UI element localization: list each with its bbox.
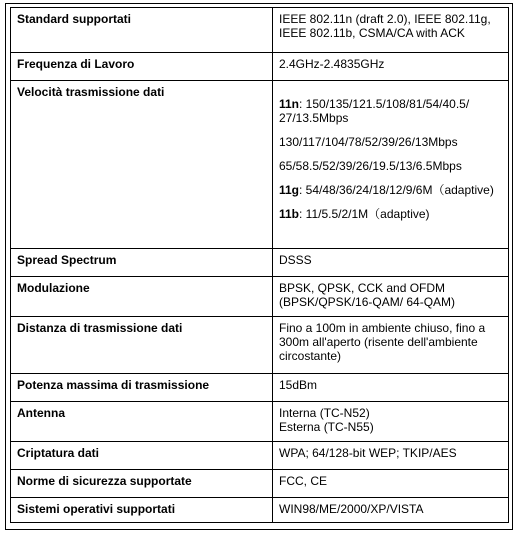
- antenna-external: Esterna (TC-N55): [279, 420, 374, 434]
- spec-table: [10, 7, 509, 523]
- table-row: [11, 277, 509, 317]
- spec-label: Velocità trasmissione dati: [11, 81, 273, 249]
- spec-label: Standard supportati: [11, 8, 273, 53]
- table-row: [11, 249, 509, 277]
- spec-label: Distanza di trasmissione dati: [11, 317, 273, 374]
- spec-value: BPSK, QPSK, CCK and OFDM (BPSK/QPSK/16-QAM/ 64-QAM): [273, 277, 509, 317]
- spec-value: [273, 402, 509, 442]
- table-row: [11, 53, 509, 81]
- table-row: [11, 470, 509, 498]
- spec-value: DSSS: [273, 249, 509, 277]
- rate-11g-prefix: 11g: [279, 183, 300, 197]
- table-row: [11, 442, 509, 470]
- spec-label: Antenna: [11, 402, 273, 442]
- spec-value: WPA; 64/128-bit WEP; TKIP/AES: [273, 442, 509, 470]
- rate-11g-values: : 54/48/36/24/18/12/9/6M（adaptive): [299, 183, 494, 197]
- table-row: [11, 402, 509, 442]
- spec-value: 15dBm: [273, 374, 509, 402]
- spec-value: FCC, CE: [273, 470, 509, 498]
- spec-value: WIN98/ME/2000/XP/VISTA: [273, 498, 509, 523]
- rate-11n-line3: 65/58.5/52/39/26/19.5/13/6.5Mbps: [279, 159, 462, 173]
- spec-label: Modulazione: [11, 277, 273, 317]
- table-row: [11, 8, 509, 53]
- rate-11n-line: [279, 97, 502, 125]
- spec-label: Frequenza di Lavoro: [11, 53, 273, 81]
- table-row: [11, 374, 509, 402]
- rate-11g-line: [279, 183, 502, 197]
- table-row: [11, 317, 509, 374]
- rate-11b-line: [279, 207, 502, 221]
- table-row: [11, 498, 509, 523]
- spec-value: 2.4GHz-2.4835GHz: [273, 53, 509, 81]
- spec-value-rates: [273, 81, 509, 249]
- rate-11n-line2: 130/117/104/78/52/39/26/13Mbps: [279, 135, 458, 149]
- table-row: [11, 81, 509, 249]
- spec-label: Sistemi operativi supportati: [11, 498, 273, 523]
- rate-11b-prefix: 11b: [279, 207, 300, 221]
- rate-11b-values: : 11/5.5/2/1M（adaptive): [299, 207, 430, 221]
- rate-11n-prefix: 11n: [279, 97, 300, 111]
- rate-11n-values: : 150/135/121.5/108/81/54/40.5/ 27/13.5Mbps: [279, 97, 470, 125]
- spec-table-frame: [5, 3, 513, 530]
- antenna-internal: Interna (TC-N52): [279, 406, 370, 420]
- spec-label: Spread Spectrum: [11, 249, 273, 277]
- spec-value: Fino a 100m in ambiente chiuso, fino a 300m all'aperto (risente dell'ambiente circostante): [273, 317, 509, 374]
- spec-value: IEEE 802.11n (draft 2.0), IEEE 802.11g, IEEE 802.11b, CSMA/CA with ACK: [273, 8, 509, 53]
- spec-label: Criptatura dati: [11, 442, 273, 470]
- spec-label: Norme di sicurezza supportate: [11, 470, 273, 498]
- spec-label: Potenza massima di trasmissione: [11, 374, 273, 402]
